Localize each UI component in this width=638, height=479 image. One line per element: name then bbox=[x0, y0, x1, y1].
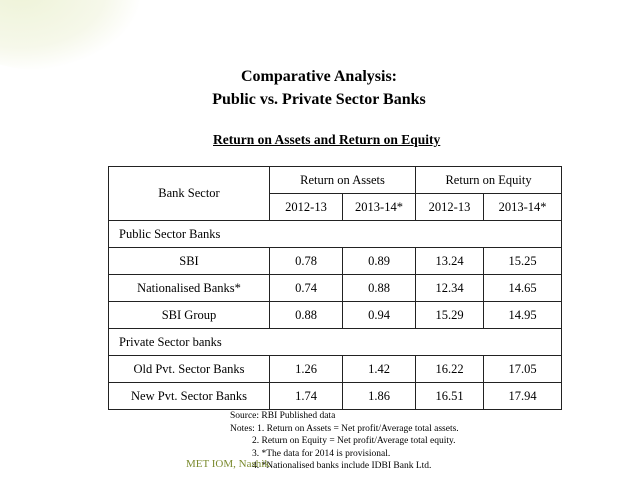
table-cell: 17.05 bbox=[484, 356, 562, 383]
table-cell: 14.65 bbox=[484, 275, 562, 302]
table-cell: 12.34 bbox=[416, 275, 484, 302]
note-line: 3. *The data for 2014 is provisional. bbox=[252, 448, 391, 459]
bank-name: Nationalised Banks* bbox=[109, 275, 270, 302]
table-row bbox=[109, 248, 562, 275]
table-cell: 0.78 bbox=[270, 248, 343, 275]
section-row-private bbox=[109, 329, 562, 356]
table-cell: 0.74 bbox=[270, 275, 343, 302]
table-cell: 0.89 bbox=[343, 248, 416, 275]
header-row-groups bbox=[109, 167, 562, 194]
table-row bbox=[109, 275, 562, 302]
table-row bbox=[109, 356, 562, 383]
bank-name: SBI Group bbox=[109, 302, 270, 329]
table-cell: 16.51 bbox=[416, 383, 484, 410]
bank-name: Old Pvt. Sector Banks bbox=[109, 356, 270, 383]
table-cell: 15.29 bbox=[416, 302, 484, 329]
header-return-on-equity: Return on Equity bbox=[416, 167, 562, 194]
header-bank-sector: Bank Sector bbox=[109, 167, 270, 221]
note-line: Notes: 1. Return on Assets = Net profit/Average total assets. bbox=[230, 423, 459, 434]
table-cell: 15.25 bbox=[484, 248, 562, 275]
table-cell: 0.88 bbox=[270, 302, 343, 329]
header-return-on-assets: Return on Assets bbox=[270, 167, 416, 194]
table-subtitle: Return on Assets and Return on Equity bbox=[213, 132, 441, 147]
footer-institution: MET IOM, Nashik bbox=[186, 458, 270, 470]
note-line: 4. *Nationalised banks include IDBI Bank Ltd. bbox=[252, 461, 432, 471]
section-label: Public Sector Banks bbox=[109, 221, 562, 248]
section-row-public bbox=[109, 221, 562, 248]
bank-name: New Pvt. Sector Banks bbox=[109, 383, 270, 410]
table-cell: 13.24 bbox=[416, 248, 484, 275]
note-line: 2. Return on Equity = Net profit/Average total equity. bbox=[252, 436, 456, 446]
corner-decoration bbox=[0, 0, 140, 70]
table-cell: 17.94 bbox=[484, 383, 562, 410]
table-cell: 1.86 bbox=[343, 383, 416, 410]
table-cell: 0.88 bbox=[343, 275, 416, 302]
table-row bbox=[109, 383, 562, 410]
header-year: 2013-14* bbox=[484, 194, 562, 221]
table-cell: 1.42 bbox=[343, 356, 416, 383]
table-row bbox=[109, 302, 562, 329]
header-year: 2013-14* bbox=[343, 194, 416, 221]
table-cell: 1.74 bbox=[270, 383, 343, 410]
slide-title-line1: Comparative Analysis: bbox=[241, 68, 397, 85]
header-year: 2012-13 bbox=[416, 194, 484, 221]
table-cell: 0.94 bbox=[343, 302, 416, 329]
header-year: 2012-13 bbox=[270, 194, 343, 221]
table-cell: 14.95 bbox=[484, 302, 562, 329]
returns-table bbox=[108, 166, 562, 410]
table-cell: 1.26 bbox=[270, 356, 343, 383]
bank-name: SBI bbox=[109, 248, 270, 275]
source-line: Source: RBI Published data bbox=[230, 411, 336, 421]
table-cell: 16.22 bbox=[416, 356, 484, 383]
slide-title-line2: Public vs. Private Sector Banks bbox=[212, 91, 426, 108]
section-label: Private Sector banks bbox=[109, 329, 562, 356]
